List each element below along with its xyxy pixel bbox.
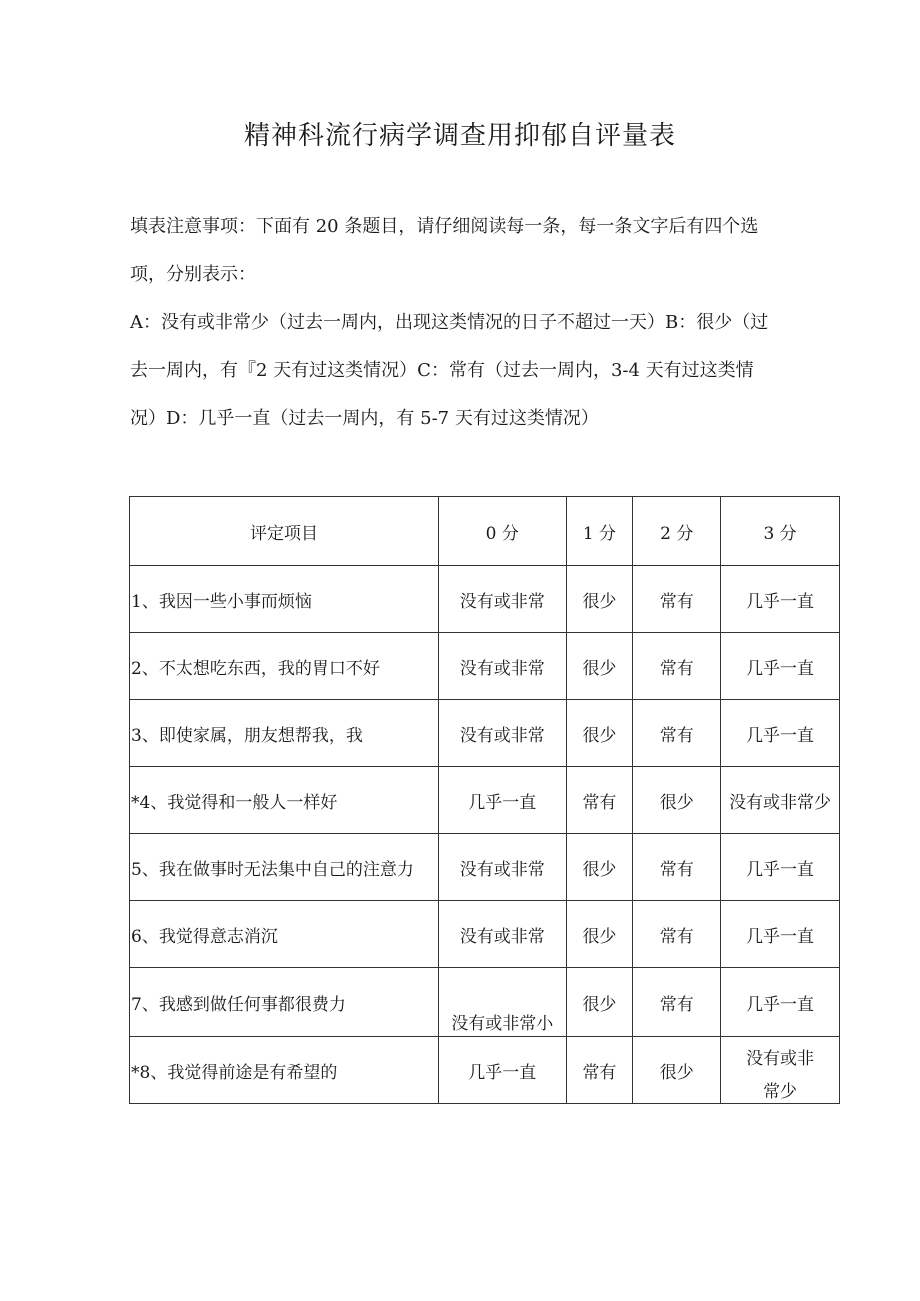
score-2-cell: 常有 xyxy=(633,566,721,633)
table-header-row xyxy=(130,497,840,566)
score-1-cell: 常有 xyxy=(566,767,633,834)
score-0-cell: 没有或非常 xyxy=(438,566,566,633)
instructions-line-1: 填表注意事项：下面有 20 条题目，请仔细阅读每一条，每一条文字后有四个选 xyxy=(130,216,759,237)
score-0-cell: 没有或非常小 xyxy=(438,968,566,1037)
item-text: 2、不太想吃东西，我的胃口不好 xyxy=(130,633,439,700)
score-3-cell: 几乎一直 xyxy=(721,901,840,968)
item-text: 1、我因一些小事而烦恼 xyxy=(130,566,439,633)
score-3-cell: 没有或非常少 xyxy=(721,767,840,834)
score-2-cell: 很少 xyxy=(633,767,721,834)
score-2-cell: 常有 xyxy=(633,633,721,700)
score-3-cell-line-1: 没有或非 xyxy=(746,1049,815,1069)
score-0-cell: 没有或非常 xyxy=(438,633,566,700)
score-1-cell: 很少 xyxy=(566,566,633,633)
score-0-cell: 没有或非常 xyxy=(438,901,566,968)
table-row xyxy=(130,767,840,834)
score-0-cell: 几乎一直 xyxy=(438,1037,566,1104)
score-1-cell: 很少 xyxy=(566,633,633,700)
page-title: 精神科流行病学调查用抑郁自评量表 xyxy=(243,121,676,151)
item-text: 7、我感到做任何事都很费力 xyxy=(130,968,439,1037)
score-2-cell: 常有 xyxy=(633,901,721,968)
table-row xyxy=(130,968,840,1037)
header-score-1: 1 分 xyxy=(566,497,633,566)
score-2-cell: 常有 xyxy=(633,968,721,1037)
table-row xyxy=(130,633,840,700)
instructions xyxy=(130,203,842,443)
score-0-cell: 没有或非常 xyxy=(438,834,566,901)
score-3-cell xyxy=(721,1037,840,1104)
rating-table xyxy=(129,496,840,1104)
item-text: 5、我在做事时无法集中自己的注意力 xyxy=(130,834,439,901)
header-score-3: 3 分 xyxy=(721,497,840,566)
score-0-cell: 几乎一直 xyxy=(438,767,566,834)
header-score-2: 2 分 xyxy=(633,497,721,566)
score-3-cell: 几乎一直 xyxy=(721,633,840,700)
item-text: 6、我觉得意志消沉 xyxy=(130,901,439,968)
item-text: 3、即使家属，朋友想帮我，我 xyxy=(130,700,439,767)
table-row xyxy=(130,834,840,901)
instructions-line-5: 况）D：几乎一直（过去一周内，有 5-7 天有过这类情况） xyxy=(130,408,599,429)
table-row xyxy=(130,700,840,767)
score-0-cell: 没有或非常 xyxy=(438,700,566,767)
score-1-cell: 常有 xyxy=(566,1037,633,1104)
header-item: 评定项目 xyxy=(130,497,439,566)
instructions-line-2: 项，分别表示： xyxy=(130,264,256,285)
table-row xyxy=(130,1037,840,1104)
score-1-cell: 很少 xyxy=(566,901,633,968)
score-3-cell-line-2: 常少 xyxy=(763,1082,798,1102)
score-3-cell: 几乎一直 xyxy=(721,700,840,767)
score-1-cell: 很少 xyxy=(566,968,633,1037)
table-row xyxy=(130,901,840,968)
score-2-cell: 常有 xyxy=(633,834,721,901)
score-2-cell: 很少 xyxy=(633,1037,721,1104)
score-1-cell: 很少 xyxy=(566,700,633,767)
score-3-cell: 几乎一直 xyxy=(721,834,840,901)
score-3-cell: 几乎一直 xyxy=(721,968,840,1037)
score-3-cell: 几乎一直 xyxy=(721,566,840,633)
item-text: *8、我觉得前途是有希望的 xyxy=(130,1037,439,1104)
score-2-cell: 常有 xyxy=(633,700,721,767)
table-row xyxy=(130,566,840,633)
instructions-line-3: A：没有或非常少（过去一周内，出现这类情况的日子不超过一天）B：很少（过 xyxy=(130,312,769,333)
instructions-line-4: 去一周内，有『2 天有过这类情况）C：常有（过去一周内，3-4 天有过这类情 xyxy=(130,360,754,381)
header-score-0: 0 分 xyxy=(438,497,566,566)
item-text: *4、我觉得和一般人一样好 xyxy=(130,767,439,834)
score-1-cell: 很少 xyxy=(566,834,633,901)
